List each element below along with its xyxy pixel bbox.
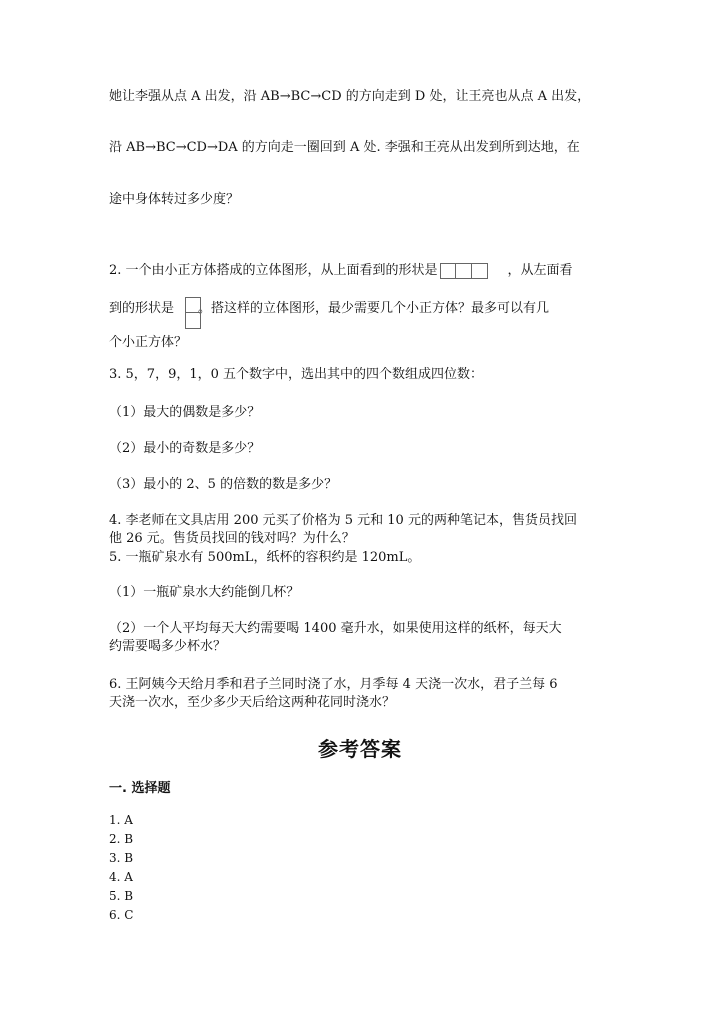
left-view-cell: [185, 313, 201, 329]
answers-section-heading: 一. 选择题: [109, 781, 171, 796]
answers-title: 参考答案: [318, 737, 402, 761]
top-view-cell: [472, 263, 488, 279]
problem2-line3: 个小正方体？: [109, 335, 188, 350]
top-view-cell: [440, 263, 456, 279]
top-view-cell: [456, 263, 472, 279]
problem1-line1: 她让李强从点 A 出发，沿 AB→BC→CD 的方向走到 D 处，让王亮也从点 A 出发，: [109, 89, 591, 104]
problem5-q2-line2: 约需要喝多少杯水？: [109, 639, 227, 654]
answer-item: 6. C: [109, 908, 134, 922]
problem2-text-b: ，从左面看: [507, 263, 573, 278]
answer-item: 1. A: [109, 813, 133, 827]
problem6-line1: 6. 王阿姨今天给月季和君子兰同时浇了水，月季每 4 天浇一次水，君子兰每 6: [109, 677, 558, 692]
problem6-line2: 天浇一次水，至少多少天后给这两种花同时浇水？: [109, 695, 396, 710]
problem3-q1: （1）最大的偶数是多少？: [109, 405, 261, 420]
problem4-line2: 他 26 元。售货员找回的钱对吗？为什么？: [109, 531, 355, 546]
answer-item: 2. B: [109, 832, 134, 846]
problem5-q2-line1: （2）一个人平均每天大约需要喝 1400 毫升水，如果使用这样的纸杯，每天大: [109, 621, 562, 636]
problem3-q3: （3）最小的 2、5 的倍数的数是多少？: [109, 477, 338, 492]
left-view-figure: [185, 297, 201, 329]
problem3-q2: （2）最小的奇数是多少？: [109, 441, 261, 456]
problem1-line3: 途中身体转过多少度？: [109, 192, 240, 207]
left-view-cell: [185, 297, 201, 313]
problem1-line2: 沿 AB→BC→CD→DA 的方向走一圈回到 A 处. 李强和王亮从出发到所到达地，在: [109, 140, 580, 155]
answer-item: 5. B: [109, 889, 134, 903]
problem4-line1: 4. 李老师在文具店用 200 元买了价格为 5 元和 10 元的两种笔记本，售货员找回: [109, 513, 577, 528]
answer-item: 3. B: [109, 851, 134, 865]
problem2-line1: [109, 262, 573, 280]
problem2-line2: [109, 300, 549, 318]
top-view-figure: [440, 263, 488, 279]
answer-item: 4. A: [109, 870, 133, 884]
problem2-text-c: 到的形状是: [109, 301, 175, 316]
problem5-q1: （1）一瓶矿泉水大约能倒几杯？: [109, 585, 300, 600]
problem2-text-a: 2. 一个由小正方体搭成的立体图形，从上面看到的形状是: [109, 263, 438, 278]
problem2-text-d: 。搭这样的立体图形，最少需要几个小正方体？最多可以有几: [198, 301, 550, 316]
problem3-stem: 3. 5，7，9，1，0 五个数字中，选出其中的四个数组成四位数：: [109, 367, 484, 382]
problem5-stem: 5. 一瓶矿泉水有 500mL，纸杯的容积约是 120mL。: [109, 550, 421, 565]
